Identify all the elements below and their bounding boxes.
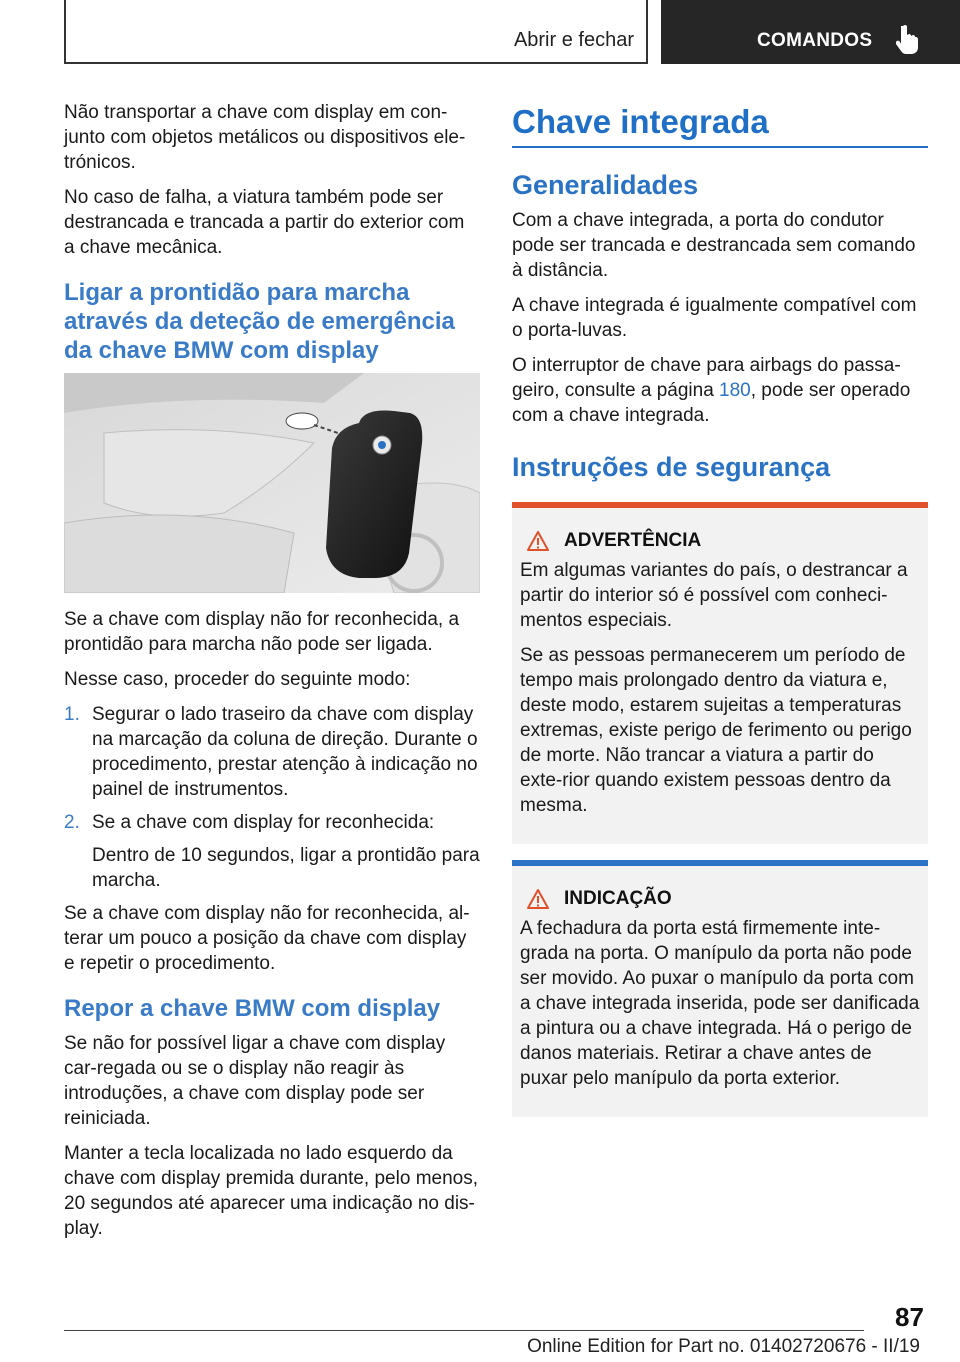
footer-edition: Online Edition for Part no. 01402720676 - II/19 bbox=[527, 1336, 920, 1357]
list-item bbox=[64, 702, 480, 802]
note-paragraph-1: A fechadura da porta está firmemente inte-grada na porta. O manípulo da porta não pode ser movido. Ao puxar o manípulo da porta com a chave integrada inserida, pode ser danificada a pintura ou a chave integrada. Há o perigo de danos materiais. Retirar a chave antes de puxar pelo manípulo da porta exterior. bbox=[520, 918, 920, 1089]
warning-title bbox=[520, 530, 920, 552]
right-column bbox=[512, 100, 928, 1133]
footer-divider bbox=[64, 1330, 864, 1331]
heading-safety: Instruções de segurança bbox=[512, 452, 831, 482]
general-paragraph-1: Com a chave integrada, a porta do condutor pode ser trancada e destrancada sem comando à distância. bbox=[512, 210, 916, 281]
step-text: Segurar o lado traseiro da chave com display na marcação da coluna de direção. Durante o procedimento, prestar atenção à indicação no painel de instrumentos. bbox=[92, 704, 478, 800]
reset-paragraph-1: Se não for possível ligar a chave com display car-regada ou se o display não reagir às introduções, a chave com display pode ser reiniciada. bbox=[64, 1033, 446, 1129]
intro-paragraph-1: Não transportar a chave com display em con-junto com objetos metálicos ou dispositivos ele-trónicos. bbox=[64, 102, 466, 173]
display-key-steering-column-photo bbox=[64, 373, 480, 593]
intro-paragraph-2: No caso de falha, a viatura também pode ser destrancada e trancada a partir do exterior com a chave mecânica. bbox=[64, 187, 465, 258]
list-item bbox=[64, 810, 480, 893]
caution-triangle-icon bbox=[526, 888, 550, 910]
heading-general: Generalidades bbox=[512, 170, 699, 200]
pointing-hand-icon bbox=[896, 24, 918, 54]
step-number: 1. bbox=[64, 704, 80, 725]
step-number: 2. bbox=[64, 812, 80, 833]
reset-paragraph-2: Manter a tecla localizada no lado esquerdo da chave com display premida durante, pelo menos, 20 segundos até aparecer uma indicação no dis-play. bbox=[64, 1143, 479, 1239]
after-image-paragraph-2: Nesse caso, proceder do seguinte modo: bbox=[64, 669, 411, 690]
note-title-text: INDICAÇÃO bbox=[564, 888, 672, 909]
header-chapter-tab[interactable] bbox=[661, 0, 960, 64]
after-steps-paragraph: Se a chave com display não for reconhecida, al-terar um pouco a posição da chave com display e repetir o procedimento. bbox=[64, 903, 470, 974]
note-box bbox=[512, 860, 928, 1117]
header-chapter-label: COMANDOS bbox=[757, 30, 873, 51]
note-title bbox=[520, 888, 920, 910]
general-paragraph-3-end: , pode ser operado com a chave integrada. bbox=[512, 380, 911, 426]
header-section-frame bbox=[64, 0, 648, 64]
warning-box bbox=[512, 502, 928, 844]
warning-title-text: ADVERTÊNCIA bbox=[564, 530, 702, 551]
page-number: 87 bbox=[895, 1302, 924, 1332]
step-subtext: Dentro de 10 segundos, ligar a prontidão para marcha. bbox=[92, 845, 480, 891]
general-paragraph-3 bbox=[512, 353, 928, 428]
left-column bbox=[64, 100, 480, 1251]
heading-reset-key: Repor a chave BMW com display bbox=[64, 995, 441, 1022]
header-section-title: Abrir e fechar bbox=[513, 29, 634, 51]
page-reference-link[interactable]: 180 bbox=[719, 380, 751, 401]
page-title: Chave integrada bbox=[512, 100, 928, 148]
warning-triangle-icon bbox=[526, 530, 550, 552]
procedure-steps bbox=[64, 702, 480, 893]
after-image-paragraph-1: Se a chave com display não for reconhecida, a prontidão para marcha não pode ser ligada. bbox=[64, 609, 460, 655]
general-paragraph-2: A chave integrada é igualmente compatível com o porta-luvas. bbox=[512, 295, 917, 341]
step-text: Se a chave com display for reconhecida: bbox=[92, 812, 435, 833]
general-paragraph-3-start: O interruptor de chave para airbags do passa-geiro, consulte a página bbox=[512, 355, 901, 401]
warning-paragraph-1: Em algumas variantes do país, o destrancar a partir do interior só é possível com conheci-mentos especiais. bbox=[520, 560, 908, 631]
heading-emergency-detection: Ligar a prontidão para marcha através da deteção de emergência da chave BMW com display bbox=[64, 279, 455, 364]
warning-paragraph-2: Se as pessoas permanecerem um período de tempo mais prolongado dentro da viatura e, deste modo, estarem sujeitas a temperaturas extremas, existe perigo de ferimento ou perigo de morte. Não trancar a viatura a partir do exte-rior quando existem pessoas dentro da mesma. bbox=[520, 645, 912, 816]
